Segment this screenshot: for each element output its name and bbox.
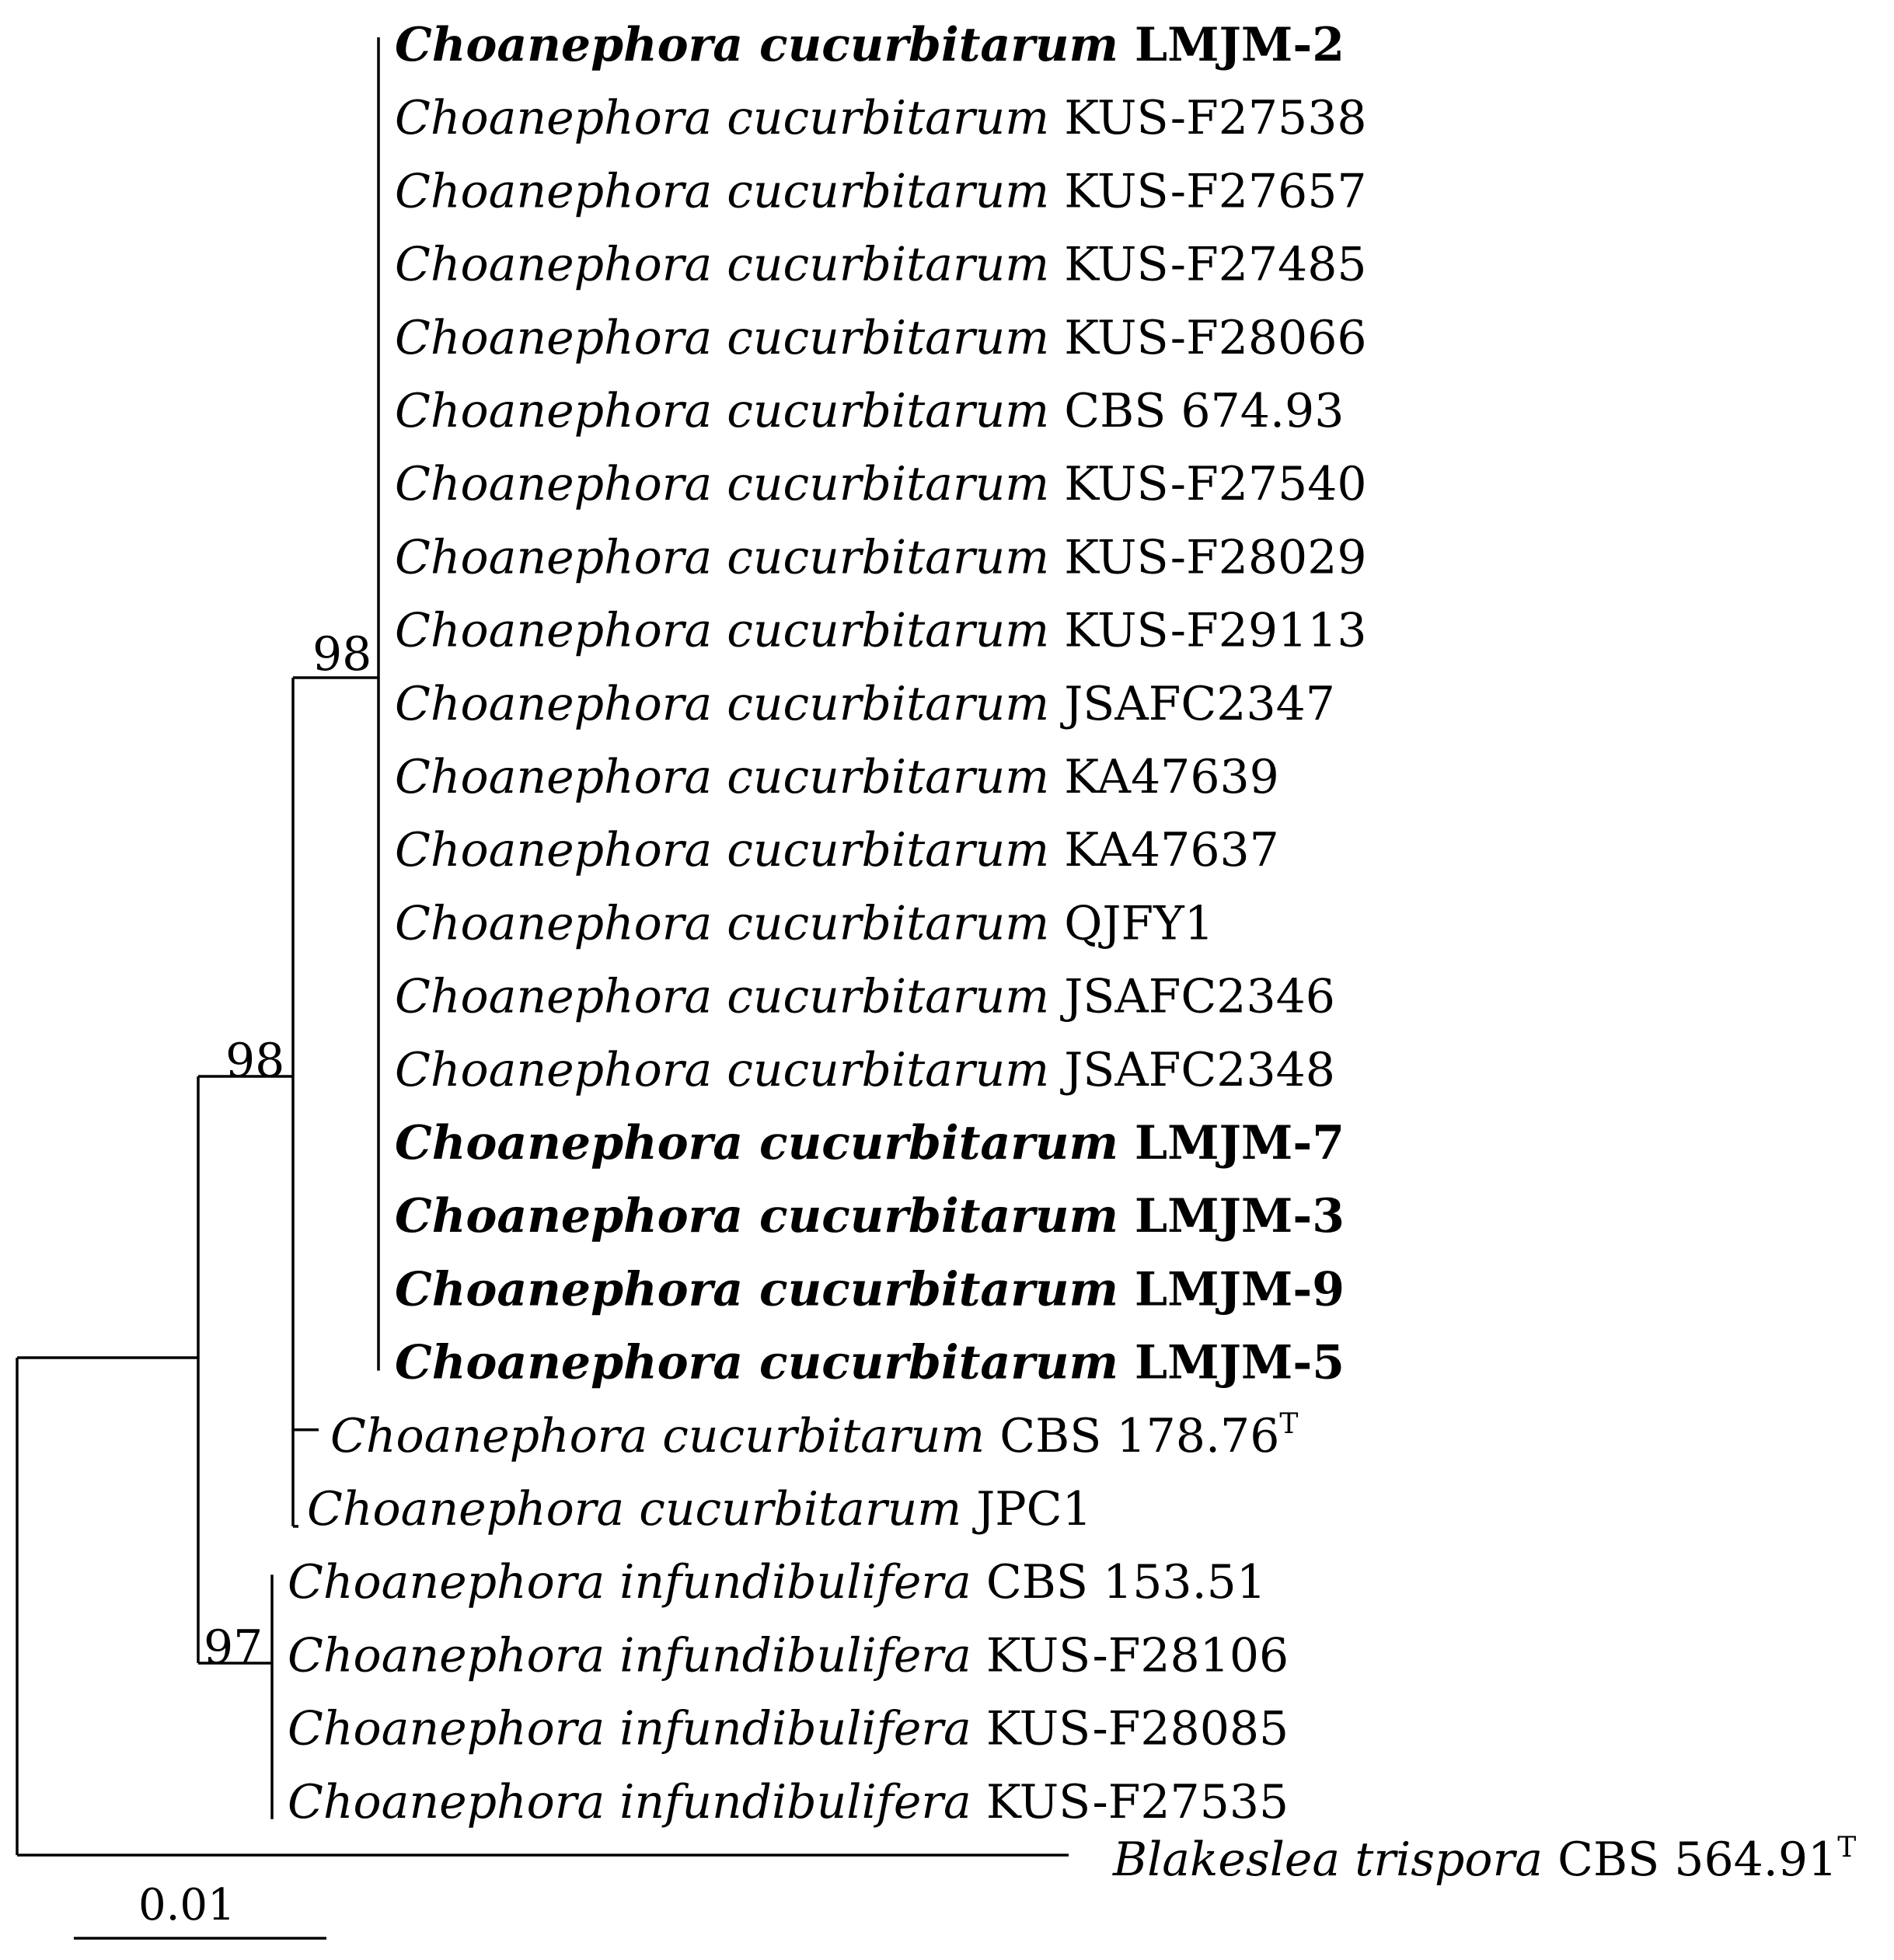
taxon-species: Choanephora cucurbitarum	[330, 1408, 985, 1463]
taxon-species: Choanephora infundibulifera	[288, 1701, 971, 1756]
support-value-clade-inner: 98	[312, 627, 372, 682]
taxon-species: Choanephora cucurbitarum	[395, 896, 1050, 951]
taxon-label	[395, 530, 1367, 584]
taxon-label	[395, 384, 1344, 438]
support-value-clade-outer: 98	[225, 1034, 285, 1088]
taxon-label	[1112, 1832, 1856, 1887]
taxon-species: Choanephora infundibulifera	[288, 1628, 971, 1683]
taxon-strain: KUS-F28085	[971, 1701, 1289, 1756]
taxon-label	[395, 164, 1367, 218]
taxon-label	[395, 457, 1367, 511]
taxon-species: Choanephora infundibulifera	[288, 1555, 971, 1610]
taxon-label	[395, 896, 1214, 950]
taxon-strain: CBS 153.51	[971, 1555, 1267, 1610]
taxon-label	[288, 1628, 1289, 1683]
taxon-label	[395, 1189, 1345, 1243]
taxon-strain: KUS-F27657	[1049, 164, 1367, 219]
taxon-strain: LMJM-5	[1118, 1335, 1345, 1390]
taxon-labels	[288, 18, 1856, 1887]
taxon-strain: KUS-F28029	[1049, 530, 1367, 585]
taxon-species: Choanephora cucurbitarum	[395, 18, 1119, 72]
support-value-infundibulifera-clade: 97	[204, 1620, 263, 1675]
taxon-species: Choanephora cucurbitarum	[395, 384, 1050, 438]
taxon-label	[288, 1702, 1289, 1756]
taxon-species: Choanephora cucurbitarum	[395, 91, 1050, 146]
taxon-label	[395, 18, 1345, 72]
taxon-strain: LMJM-9	[1118, 1262, 1345, 1317]
taxon-label	[330, 1408, 1298, 1463]
taxon-strain: KUS-F27535	[971, 1774, 1289, 1829]
taxon-species: Choanephora cucurbitarum	[395, 1262, 1119, 1317]
taxon-species: Choanephora cucurbitarum	[395, 310, 1050, 365]
scale-bar-label: 0.01	[138, 1880, 235, 1930]
taxon-label	[307, 1482, 1092, 1536]
taxon-species: Choanephora infundibulifera	[288, 1774, 971, 1829]
taxon-strain: KUS-F28066	[1049, 310, 1367, 365]
taxon-label	[395, 1116, 1345, 1170]
taxon-label	[395, 1336, 1345, 1390]
taxon-strain: KUS-F28106	[971, 1628, 1289, 1683]
taxon-strain: LMJM-3	[1118, 1189, 1345, 1244]
taxon-species: Choanephora cucurbitarum	[395, 457, 1050, 512]
taxon-label	[395, 311, 1367, 365]
taxon-label	[395, 91, 1367, 145]
taxon-label	[395, 238, 1367, 292]
taxon-strain: JSAFC2348	[1049, 1042, 1335, 1097]
taxon-species: Blakeslea trispora	[1113, 1833, 1543, 1887]
taxon-species: Choanephora cucurbitarum	[395, 530, 1050, 585]
taxon-label	[395, 604, 1367, 658]
taxon-label	[288, 1775, 1289, 1829]
taxon-strain: JPC1	[961, 1482, 1092, 1536]
taxon-label	[395, 750, 1279, 804]
taxon-strain: KUS-F27485	[1049, 237, 1367, 292]
taxon-species: Choanephora cucurbitarum	[395, 164, 1050, 219]
taxon-species: Choanephora cucurbitarum	[395, 1116, 1119, 1170]
taxon-label	[395, 1043, 1335, 1097]
taxon-strain: KUS-F29113	[1049, 603, 1367, 658]
taxon-label	[395, 1262, 1345, 1317]
taxon-strain: KUS-F27538	[1049, 91, 1367, 146]
taxon-strain: KUS-F27540	[1049, 457, 1367, 512]
taxon-species: Choanephora cucurbitarum	[395, 1335, 1119, 1390]
taxon-species: Choanephora cucurbitarum	[395, 1042, 1050, 1097]
taxon-species: Choanephora cucurbitarum	[395, 603, 1050, 658]
taxon-strain: KA47637	[1049, 823, 1279, 878]
taxon-species: Choanephora cucurbitarum	[395, 1189, 1119, 1244]
taxon-strain: CBS 178.76	[985, 1408, 1280, 1463]
taxon-species: Choanephora cucurbitarum	[395, 969, 1050, 1024]
taxon-label	[288, 1555, 1266, 1610]
taxon-label	[395, 823, 1279, 877]
taxon-strain: LMJM-7	[1118, 1116, 1345, 1170]
type-strain-marker: T	[1837, 1832, 1857, 1864]
taxon-strain: CBS 674.93	[1049, 384, 1345, 438]
taxon-strain: LMJM-2	[1118, 18, 1345, 72]
taxon-label	[395, 970, 1335, 1024]
taxon-species: Choanephora cucurbitarum	[395, 676, 1050, 731]
taxon-species: Choanephora cucurbitarum	[307, 1482, 962, 1536]
taxon-strain: KA47639	[1049, 750, 1279, 804]
taxon-strain: CBS 564.91	[1543, 1833, 1838, 1887]
taxon-species: Choanephora cucurbitarum	[395, 823, 1050, 878]
taxon-label	[395, 677, 1335, 731]
taxon-strain: JSAFC2347	[1049, 676, 1335, 731]
taxon-strain: QJFY1	[1049, 896, 1214, 951]
taxon-species: Choanephora cucurbitarum	[395, 750, 1050, 804]
type-strain-marker: T	[1279, 1407, 1299, 1440]
taxon-species: Choanephora cucurbitarum	[395, 237, 1050, 292]
taxon-strain: JSAFC2346	[1049, 969, 1335, 1024]
